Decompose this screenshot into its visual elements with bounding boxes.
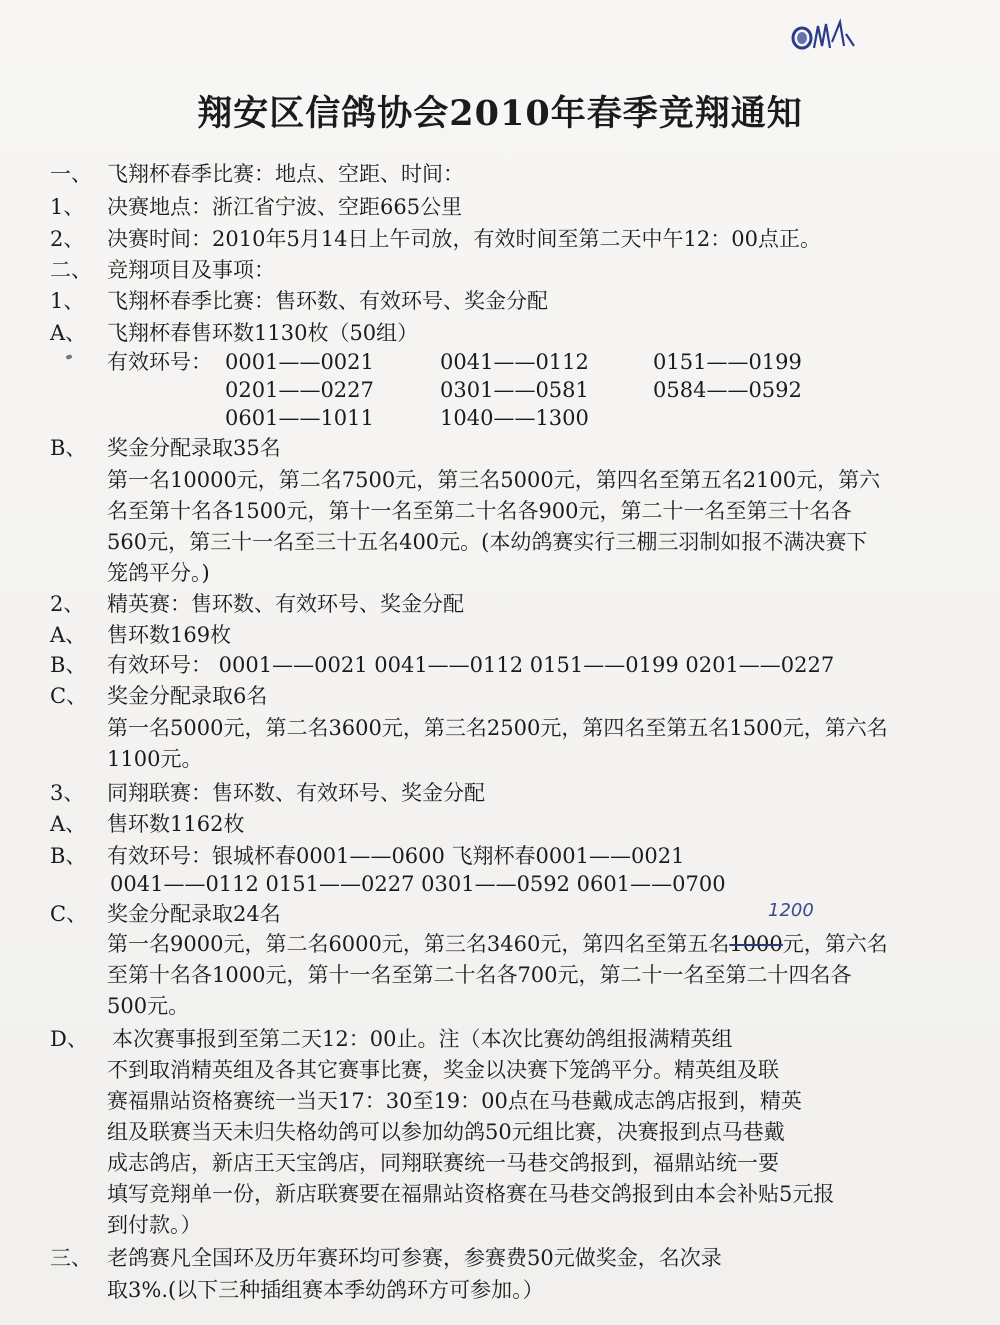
list-marker: B、 [50, 436, 87, 460]
line-text: 决赛地点：浙江省宁波、空距665公里 [107, 195, 463, 219]
paragraph-line: 组及联赛当天未归失格幼鸽可以参加幼鸽50元组比赛，决赛报到点马巷戴 [107, 1120, 785, 1144]
paragraph-line: 560元，第三十一名至三十五名400元。(本幼鸽赛实行三棚三羽制如报不满决赛下 [107, 530, 868, 554]
list-marker: 1、 [50, 195, 85, 219]
line-text: 有效环号：银城杯春0001——0600 飞翔杯春0001——0021 [107, 844, 685, 868]
line-text: 老鸽赛凡全国环及历年赛环均可参赛，参赛费50元做奖金，名次录 [107, 1246, 722, 1270]
ring-label: 有效环号： [107, 350, 212, 374]
paragraph-line: 笼鸽平分。) [107, 561, 210, 585]
line-text: 售环数1162枚 [107, 812, 245, 836]
page-title: 翔安区信鸽协会2010年春季竞翔通知 [197, 93, 803, 134]
paragraph-line: 填写竞翔单一份，新店联赛要在福鼎站资格赛在马巷交鸽报到由本会补贴5元报 [107, 1182, 835, 1206]
paragraph-line: 取3%.(以下三种插组赛本季幼鸽环方可参加。） [107, 1278, 544, 1302]
list-marker: A、 [50, 321, 87, 345]
line-text: 售环数169枚 [107, 623, 232, 647]
paragraph-line: 不到取消精英组及各其它赛事比赛，奖金以决赛下笼鸽平分。精英组及联 [107, 1058, 779, 1082]
paragraph-line: 名至第十名各1500元，第十一名至第二十名各900元，第二十一名至第三十名各 [107, 499, 852, 523]
line-text: 飞翔杯春售环数1130枚（50组） [107, 321, 419, 345]
ring-range: 0041——0112 [440, 350, 589, 374]
ring-range: 1040——1300 [440, 406, 589, 430]
ring-range: 0001——0021 [225, 350, 374, 374]
list-marker: C、 [50, 902, 88, 926]
line-text: 奖金分配录取24名 [107, 902, 281, 926]
line-text: 奖金分配录取35名 [107, 436, 281, 460]
ring-range: 0301——0581 [440, 378, 589, 402]
line-text: 精英赛：售环数、有效环号、奖金分配 [107, 592, 464, 616]
list-marker: D、 [50, 1027, 88, 1051]
list-marker: B、 [50, 844, 87, 868]
list-marker: B、 [50, 653, 87, 677]
list-marker: 2、 [50, 592, 85, 616]
paragraph-line: 第一名5000元，第二名3600元，第三名2500元，第四名至第五名1500元，第六名 [107, 716, 888, 740]
speck-mark [65, 354, 72, 360]
paragraph-line: 至第十名各1000元，第十一名至第二十名各700元，第二十一名至第二十四名各 [107, 963, 852, 987]
line-text: 奖金分配录取6名 [107, 684, 268, 708]
line-text: 竞翔项目及事项： [107, 258, 275, 282]
list-marker: A、 [50, 812, 87, 836]
list-marker: 1、 [50, 289, 85, 313]
text-segment: 第一名9000元，第二名6000元，第三名3460元，第四名至第五名 [107, 932, 730, 956]
list-marker: 一、 [50, 162, 92, 186]
struck-amount: 1000 [729, 932, 783, 956]
paragraph-line: 到付款。） [107, 1213, 202, 1237]
text-segment: 元，第六名 [782, 932, 888, 956]
line-text: 本次赛事报到至第二天12：00止。注（本次比赛幼鸽组报满精英组 [112, 1027, 733, 1051]
ring-range-line: 0041——0112 0151——0227 0301——0592 0601——0700 [110, 872, 726, 896]
list-marker: 3、 [50, 781, 85, 805]
line-text: 同翔联赛：售环数、有效环号、奖金分配 [107, 781, 485, 805]
line-text: 飞翔杯春季比赛：地点、空距、时间： [107, 162, 464, 186]
paragraph-line: 1100元。 [107, 747, 203, 771]
line-text: 决赛时间：2010年5月14日上午司放，有效时间至第二天中午12：00点正。 [107, 227, 821, 251]
handwritten-correction: 1200 [768, 900, 814, 921]
paragraph-line: 成志鸽店，新店王天宝鸽店，同翔联赛统一马巷交鸽报到，福鼎站统一要 [107, 1151, 779, 1175]
ring-range: 0151——0199 [653, 350, 802, 374]
line-text: 有效环号： 0001——0021 0041——0112 0151——0199 0201——0227 [107, 653, 835, 677]
list-marker: 2、 [50, 227, 85, 251]
paragraph-line: 500元。 [107, 994, 190, 1018]
ring-range: 0201——0227 [225, 378, 374, 402]
ring-range: 0601——1011 [225, 406, 374, 430]
paragraph-line [107, 930, 888, 958]
list-marker: 二、 [50, 258, 92, 282]
handwritten-scribble-mark [788, 12, 858, 60]
line-text: 飞翔杯春季比赛：售环数、有效环号、奖金分配 [107, 289, 548, 313]
ring-range: 0584——0592 [653, 378, 802, 402]
list-marker: C、 [50, 684, 88, 708]
list-marker: 三、 [50, 1246, 92, 1270]
list-marker: A、 [50, 623, 87, 647]
paragraph-line: 赛福鼎站资格赛统一当天17：30至19：00点在马巷戴成志鸽店报到，精英 [107, 1089, 802, 1113]
paragraph-line: 第一名10000元，第二名7500元，第三名5000元，第四名至第五名2100元，第六 [107, 468, 881, 492]
